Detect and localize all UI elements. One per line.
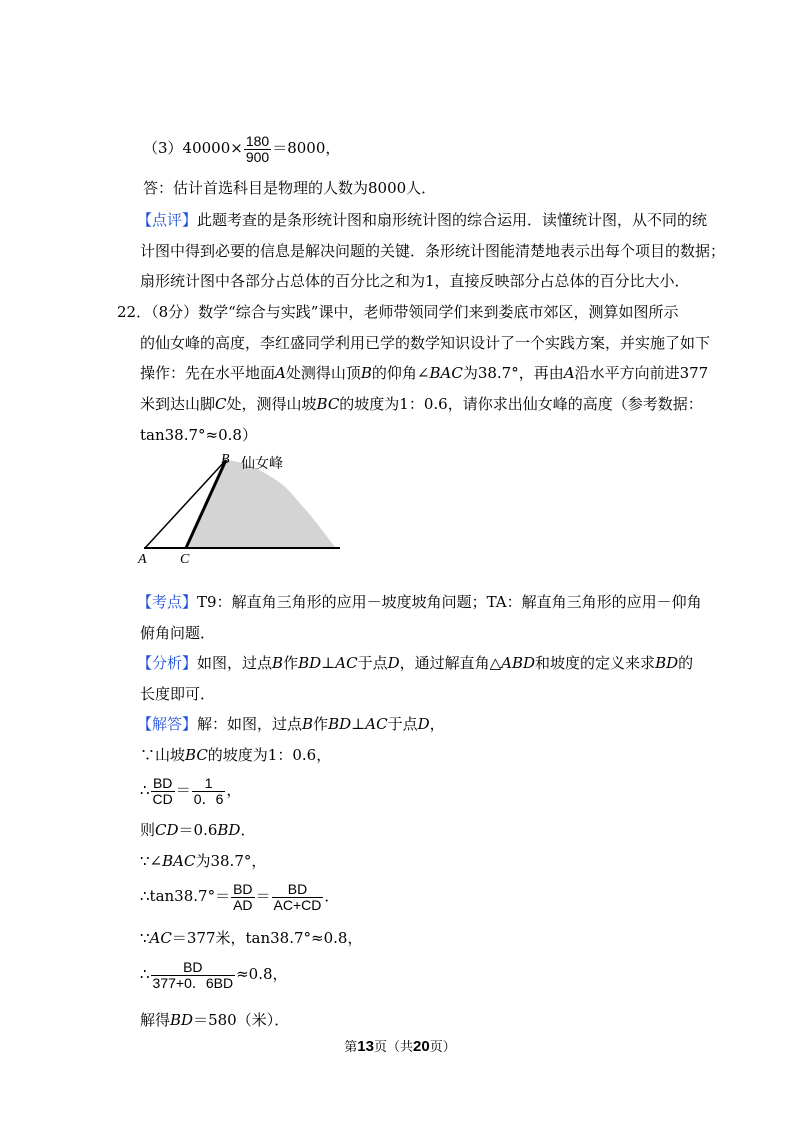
text: 处测得山顶 bbox=[285, 364, 361, 382]
segment-bd: BD bbox=[217, 821, 241, 839]
text: ， bbox=[226, 781, 242, 799]
text: ． bbox=[324, 887, 340, 905]
text: 则 bbox=[140, 821, 156, 839]
kaodian-text: T9：解直角三角形的应用－坡度坡角问题；TA：解直角三角形的应用－仰角 bbox=[197, 593, 702, 611]
problem-line-2: 的仙女峰的高度，李红盛同学利用已学的数学知识设计了一个实践方案，并实施了如下 bbox=[140, 334, 711, 352]
step-7 bbox=[140, 954, 288, 994]
text: ≈0.8， bbox=[236, 965, 288, 983]
text: 作 bbox=[283, 654, 299, 672]
text: 如图，过点 bbox=[197, 654, 273, 672]
fraction-denominator: 0．6 bbox=[193, 790, 224, 807]
angle-bac: BAC bbox=[162, 852, 196, 870]
fenxi-line-1 bbox=[137, 653, 693, 673]
mountain-figure bbox=[136, 450, 346, 570]
part3-fraction bbox=[244, 134, 271, 164]
fraction-numerator: 1 bbox=[192, 776, 226, 792]
fraction-denominator: 377+0．6BD bbox=[152, 974, 234, 991]
text: 作 bbox=[313, 715, 329, 733]
review-line-2: 计图中得到必要的信息是解决问题的关键．条形统计图能清楚地表示出每个项目的数据； bbox=[140, 242, 726, 260]
triangle-abd: ABD bbox=[501, 654, 536, 672]
text: ⊥ bbox=[321, 654, 336, 672]
step-1 bbox=[140, 745, 331, 765]
text: ，通过解直角△ bbox=[399, 654, 502, 672]
step-5 bbox=[140, 876, 339, 916]
therefore-symbol: ∴ bbox=[140, 965, 150, 983]
text: 第 bbox=[344, 1039, 358, 1054]
fraction-bd-cd bbox=[151, 776, 175, 806]
step-4 bbox=[140, 851, 266, 871]
kaodian-tag: 【考点】 bbox=[137, 593, 198, 611]
segment-ac: AC bbox=[149, 929, 172, 947]
fenxi-tag: 【分析】 bbox=[137, 654, 198, 672]
fenxi-line-2: 长度即可． bbox=[140, 685, 216, 703]
point-d: D bbox=[387, 654, 400, 672]
fraction-denominator: 900 bbox=[245, 148, 270, 165]
text: ⊥ bbox=[351, 715, 366, 733]
fraction-numerator: BD bbox=[151, 776, 175, 792]
text: 于点 bbox=[357, 654, 388, 672]
problem-line-1 bbox=[117, 302, 678, 322]
equals: ＝ bbox=[175, 781, 191, 799]
segment-bd: BD bbox=[298, 654, 322, 672]
text: 的 bbox=[678, 654, 694, 672]
segment-ac: AC bbox=[365, 715, 388, 733]
text: ＝377米，tan38.7°≈0.8， bbox=[171, 929, 363, 947]
step-2 bbox=[140, 770, 241, 810]
text: ． bbox=[240, 821, 256, 839]
problem-line-3 bbox=[140, 363, 708, 383]
fraction-numerator: BD bbox=[151, 960, 236, 976]
step-6 bbox=[140, 928, 362, 948]
fraction-bd-ac-cd bbox=[272, 882, 324, 912]
therefore-symbol: ∴ bbox=[140, 781, 150, 799]
text: 页（共 bbox=[373, 1039, 413, 1054]
point-d: D bbox=[417, 715, 430, 733]
text: 的仰角∠ bbox=[371, 364, 430, 382]
text: ∴tan38.7°＝ bbox=[140, 887, 231, 905]
point-b: B bbox=[302, 715, 314, 733]
jieda-tag: 【解答】 bbox=[137, 715, 198, 733]
text: ∵山坡 bbox=[140, 746, 186, 764]
text: 页） bbox=[429, 1039, 456, 1054]
text: 为38.7°，再由 bbox=[462, 364, 564, 382]
peak-label: 仙女峰 bbox=[241, 456, 283, 472]
label-a: A bbox=[138, 552, 147, 567]
segment-bc: BC bbox=[316, 395, 340, 413]
text: 操作：先在水平地面 bbox=[140, 364, 276, 382]
part3-lhs: 40000× bbox=[182, 139, 243, 157]
step-3 bbox=[140, 820, 255, 840]
page-number: 13 bbox=[357, 1038, 374, 1055]
fraction-numerator: 180 bbox=[245, 132, 270, 149]
segment-cd: CD bbox=[155, 821, 179, 839]
label-c: C bbox=[180, 552, 190, 567]
problem-line-5: tan38.7°≈0.8） bbox=[140, 426, 257, 444]
text: ， bbox=[429, 715, 445, 733]
step-8 bbox=[140, 1010, 289, 1030]
segment-ac: AC bbox=[335, 654, 358, 672]
text: 的坡度为1：0.6， bbox=[207, 746, 332, 764]
fraction-denominator: AD bbox=[233, 896, 253, 913]
mountain-shape bbox=[188, 460, 336, 548]
text: ∵ bbox=[140, 929, 150, 947]
text: 于点 bbox=[387, 715, 418, 733]
fraction-denominator: AC+CD bbox=[273, 896, 322, 913]
part3-label: （3） bbox=[143, 139, 183, 157]
problem-number: 22． bbox=[117, 303, 152, 321]
text: 和坡度的定义来求 bbox=[535, 654, 656, 672]
segment-bd: BD bbox=[655, 654, 679, 672]
kaodian-line-1 bbox=[137, 592, 702, 612]
review-line-3: 扇形统计图中各部分占总体的百分比之和为1，直接反映部分占总体的百分比大小． bbox=[140, 272, 690, 290]
text: 处，测得山坡 bbox=[226, 395, 317, 413]
segment-bc: BC bbox=[185, 746, 208, 764]
kaodian-line-2: 俯角问题． bbox=[140, 624, 216, 642]
part3-line bbox=[143, 128, 340, 168]
text: 米到达山脚 bbox=[140, 395, 216, 413]
problem-line-4 bbox=[140, 394, 703, 414]
page-total: 20 bbox=[413, 1038, 430, 1055]
equals: ＝ bbox=[255, 887, 271, 905]
point-b: B bbox=[360, 364, 372, 382]
text: 解：如图，过点 bbox=[197, 715, 303, 733]
jieda-line-1 bbox=[137, 714, 445, 734]
fraction-bd-ad bbox=[231, 882, 254, 912]
fraction-bd-377 bbox=[151, 960, 236, 990]
problem-text: （8分）数学“综合与实践”课中，老师带领同学们来到娄底市郊区，测算如图所示 bbox=[151, 303, 679, 321]
review-line-1 bbox=[137, 210, 707, 230]
page-footer bbox=[0, 1036, 800, 1055]
answer-line: 答：估计首选科目是物理的人数为8000人． bbox=[143, 179, 437, 197]
point-a: A bbox=[563, 364, 575, 382]
text: 为38.7°， bbox=[195, 852, 267, 870]
text: 的坡度为1：0.6，请你求出仙女峰的高度（参考数据： bbox=[339, 395, 703, 413]
fraction-numerator: BD bbox=[272, 882, 324, 898]
segment-bd: BD bbox=[170, 1011, 194, 1029]
point-c: C bbox=[215, 395, 227, 413]
review-text: 此题考查的是条形统计图和扇形统计图的综合运用．读懂统计图，从不同的统 bbox=[197, 211, 708, 229]
text: ∵∠ bbox=[140, 852, 163, 870]
fraction-1-0.6 bbox=[192, 776, 226, 806]
text: 解得 bbox=[140, 1011, 171, 1029]
review-tag: 【点评】 bbox=[137, 211, 198, 229]
point-b: B bbox=[272, 654, 284, 672]
point-a: A bbox=[275, 364, 286, 382]
fraction-denominator: CD bbox=[152, 790, 173, 807]
angle-bac: BAC bbox=[429, 364, 463, 382]
segment-bd: BD bbox=[328, 715, 352, 733]
text: ＝580（米）． bbox=[193, 1011, 290, 1029]
text: 沿水平方向前进377 bbox=[574, 364, 709, 382]
fraction-numerator: BD bbox=[233, 880, 253, 897]
label-b: B bbox=[221, 452, 230, 467]
part3-rhs: ＝8000， bbox=[272, 139, 341, 157]
text: ＝0.6 bbox=[178, 821, 218, 839]
